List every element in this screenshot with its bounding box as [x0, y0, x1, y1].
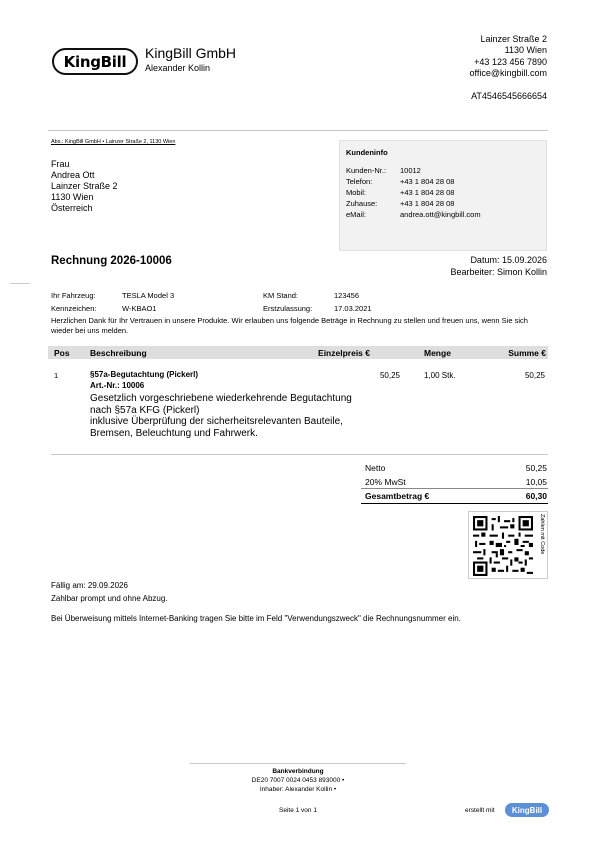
- customer-info-title: Kundeninfo: [346, 148, 388, 157]
- customer-info-value: 10012: [400, 166, 421, 175]
- registration-label: Erstzulassung:: [263, 304, 313, 313]
- plate-value: W-KBAO1: [122, 304, 157, 313]
- qr-code-icon: [473, 516, 533, 576]
- table-divider: [51, 454, 548, 455]
- qr-caption-wrap: [536, 514, 546, 578]
- plate-label: Kennzeichen:: [51, 304, 97, 313]
- customer-info-label: Telefon:: [346, 177, 373, 186]
- address-line: +43 123 456 7890: [474, 56, 547, 67]
- item-quantity: 1,00 Stk.: [424, 371, 456, 380]
- address-line: office@kingbill.com: [469, 67, 547, 78]
- km-value: 123456: [334, 291, 360, 300]
- description-line: inklusive Überprüfung der sicherheitsrelevanten Bauteile,: [90, 416, 343, 428]
- col-quantity: Menge: [424, 348, 451, 358]
- col-unit-price: Einzelpreis €: [318, 348, 370, 358]
- recipient-address: [51, 159, 118, 214]
- recipient-street: Lainzer Straße 2: [51, 181, 118, 191]
- sender-line: Abs.: KingBill GmbH • Lainzer Straße 2, 1130 Wien: [51, 139, 176, 145]
- created-with: erstellt mit: [465, 807, 495, 814]
- customer-info-label: Kunden-Nr.:: [346, 166, 387, 175]
- vehicle-label: Ihr Fahrzeug:: [51, 291, 96, 300]
- description-line: nach §57a KFG (Pickerl): [90, 404, 200, 416]
- kingbill-badge[interactable]: [505, 803, 549, 817]
- customer-info-box: [339, 140, 547, 251]
- customer-info-value: +43 1 804 28 08: [400, 199, 455, 208]
- logo-text: KingBill: [63, 52, 127, 71]
- netto-value: 50,25: [525, 463, 547, 473]
- company-address: [327, 34, 547, 79]
- company-name: KingBill GmbH: [145, 45, 237, 61]
- invoice-title: Rechnung 2026-10006: [51, 255, 172, 267]
- vat-value: 10,05: [525, 477, 547, 487]
- address-line: Lainzer Straße 2: [480, 34, 547, 44]
- item-article: Art.-Nr.: 10006: [90, 381, 145, 390]
- customer-info-label: Zuhause:: [346, 199, 378, 208]
- recipient-salutation: Frau: [51, 159, 70, 169]
- total-value: 60,30: [525, 491, 547, 501]
- col-sum: Summe €: [508, 348, 546, 358]
- recipient-city: 1130 Wien: [51, 192, 94, 202]
- header-divider: [48, 130, 548, 131]
- customer-info-value: andrea.ott@kingbill.com: [400, 210, 481, 219]
- totals-divider: [361, 488, 548, 489]
- footer-divider: [190, 763, 406, 764]
- col-pos: Pos: [54, 348, 70, 358]
- bank-title: Bankverbindung: [272, 768, 324, 775]
- customer-info-value: +43 1 804 28 08: [400, 177, 455, 186]
- bank-iban: DE20 7007 0024 0453 893000 •: [251, 777, 345, 784]
- customer-info-value: +43 1 804 28 08: [400, 188, 455, 197]
- vat-label: 20% MwSt: [365, 477, 406, 487]
- address-line: 1130 Wien: [504, 45, 547, 56]
- payment-terms: Zahlbar prompt und ohne Abzug.: [51, 594, 168, 603]
- badge-text: KingBill: [511, 805, 543, 815]
- item-description: [90, 393, 390, 439]
- payment-qr-box: [468, 511, 548, 579]
- recipient-country: Österreich: [51, 203, 93, 213]
- col-description: Beschreibung: [90, 348, 147, 358]
- payment-note: Bei Überweisung mittels Internet-Banking tragen Sie bitte im Feld "Verwendungszweck" die Rechnungsnummer ein.: [51, 614, 461, 623]
- registration-value: 17.03.2021: [334, 304, 372, 313]
- kingbill-logo: [52, 48, 138, 75]
- due-date: Fällig am: 29.09.2026: [51, 581, 128, 590]
- invoice-date: Datum: 15.09.2026: [470, 255, 547, 265]
- description-line: Bremsen, Beleuchtung und Fahrwerk.: [90, 427, 258, 439]
- description-line: Gesetzlich vorgeschriebene wiederkehrende Begutachtung: [90, 393, 352, 404]
- recipient-name: Andrea Ott: [51, 170, 95, 180]
- km-label: KM Stand:: [263, 291, 299, 300]
- row-pos: 1: [54, 371, 59, 380]
- netto-label: Netto: [365, 463, 386, 473]
- fold-mark: [10, 283, 30, 284]
- table-header: [48, 346, 548, 359]
- total-underline: [361, 503, 548, 504]
- qr-caption: Zahlen mit Code: [539, 514, 545, 555]
- customer-info-label: eMail:: [346, 210, 367, 219]
- thanks-text: Herzlichen Dank für Ihr Vertrauen in unsere Produkte. Wir erlauben uns folgende Beträge in Rechnung zu stellen und freuen uns, wenn Sie sich wieder bei uns melden.: [51, 316, 528, 335]
- item-unit-price: 50,25: [379, 371, 400, 380]
- item-sum: 50,25: [524, 371, 545, 380]
- invoice-meta: [347, 255, 547, 278]
- page-number: Seite 1 von 1: [279, 807, 317, 814]
- vehicle-value: TESLA Model 3: [122, 291, 175, 300]
- invoice-clerk: Bearbeiter: Simon Kollin: [450, 266, 547, 277]
- customer-info-label: Mobil:: [346, 188, 367, 197]
- item-name: §57a-Begutachtung (Pickerl): [90, 370, 199, 379]
- vat-id: AT4546545666654: [471, 91, 547, 101]
- bank-owner: Inhaber: Alexander Kollin •: [259, 786, 337, 793]
- contact-person: Alexander Kollin: [145, 63, 211, 73]
- total-label: Gesamtbetrag €: [365, 491, 430, 501]
